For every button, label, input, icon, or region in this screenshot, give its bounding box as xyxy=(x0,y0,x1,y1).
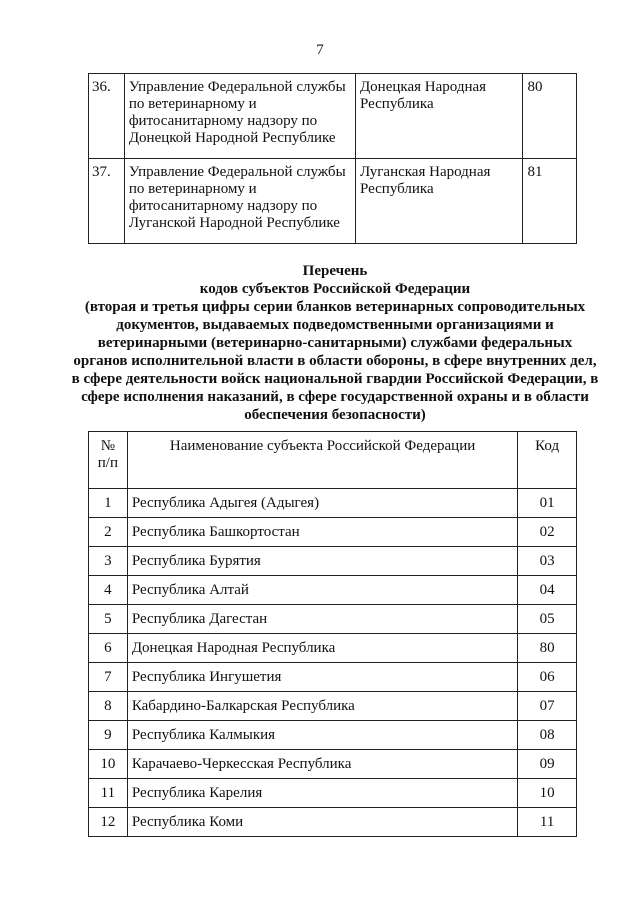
subject-code: 80 xyxy=(518,634,577,663)
row-number: 37. xyxy=(89,159,125,244)
row-number: 4 xyxy=(89,576,128,605)
subject-name: Республика Карелия xyxy=(127,779,517,808)
continuation-table xyxy=(88,73,577,244)
row-number: 6 xyxy=(89,634,128,663)
table-header-row xyxy=(89,432,577,489)
subject-name: Донецкая Народная Республика xyxy=(127,634,517,663)
table-row xyxy=(89,489,577,518)
subject-name: Республика Бурятия xyxy=(127,547,517,576)
organization-name: Управление Федеральной службы по ветеринарному и фитосанитарному надзору по Донецкой Народной Республике xyxy=(124,74,355,159)
subject-name: Кабардино-Балкарская Республика xyxy=(127,692,517,721)
subject-name: Республика Ингушетия xyxy=(127,663,517,692)
row-number: 36. xyxy=(89,74,125,159)
table-row xyxy=(89,634,577,663)
organization-name: Управление Федеральной службы по ветеринарному и фитосанитарному надзору по Луганской Народной Республике xyxy=(124,159,355,244)
row-number: 3 xyxy=(89,547,128,576)
subject-code: 08 xyxy=(518,721,577,750)
table-row xyxy=(89,750,577,779)
subject-code: 03 xyxy=(518,547,577,576)
row-number: 7 xyxy=(89,663,128,692)
row-number: 8 xyxy=(89,692,128,721)
column-header-code: Код xyxy=(518,432,577,489)
section-heading xyxy=(70,262,600,424)
row-number: 10 xyxy=(89,750,128,779)
subject-code: 09 xyxy=(518,750,577,779)
subject-name: Республика Дагестан xyxy=(127,605,517,634)
subject-code: 01 xyxy=(518,489,577,518)
subjects-codes-table xyxy=(88,431,577,837)
column-header-name: Наименование субъекта Российской Федерации xyxy=(127,432,517,489)
row-number: 12 xyxy=(89,808,128,837)
subject-code: 06 xyxy=(518,663,577,692)
subject-name: Республика Адыгея (Адыгея) xyxy=(127,489,517,518)
heading-description: (вторая и третья цифры серии бланков ветеринарных сопроводительных документов, выдаваемых подведомственными организациями и ветеринарными (ветеринарно-санитарными) службами федеральных органов исполнительной власти в области обороны, в сфере внутренних дел, в сфере деятельности войск национальной гвардии Российской Федерации, в сфере исполнения наказаний, в сфере государственной охраны и в области обеспечения безопасности) xyxy=(71,299,599,423)
region-code: 80 xyxy=(523,74,577,159)
subject-name: Республика Башкортостан xyxy=(127,518,517,547)
table-row xyxy=(89,159,577,244)
table-row xyxy=(89,605,577,634)
row-number: 9 xyxy=(89,721,128,750)
column-header-number: № п/п xyxy=(89,432,128,489)
row-number: 2 xyxy=(89,518,128,547)
heading-subtitle: кодов субъектов Российской Федерации xyxy=(199,281,471,297)
table-row xyxy=(89,518,577,547)
table-row xyxy=(89,576,577,605)
subject-code: 05 xyxy=(518,605,577,634)
subject-code: 02 xyxy=(518,518,577,547)
row-number: 5 xyxy=(89,605,128,634)
table-row xyxy=(89,721,577,750)
region-code: 81 xyxy=(523,159,577,244)
row-number: 11 xyxy=(89,779,128,808)
subject-code: 04 xyxy=(518,576,577,605)
subject-code: 11 xyxy=(518,808,577,837)
table-row xyxy=(89,663,577,692)
subject-name: Республика Коми xyxy=(127,808,517,837)
table-row xyxy=(89,74,577,159)
subject-code: 07 xyxy=(518,692,577,721)
table-row xyxy=(89,808,577,837)
heading-title: Перечень xyxy=(302,263,368,279)
region-name: Луганская Народная Республика xyxy=(355,159,523,244)
page-number: 7 xyxy=(316,42,324,58)
subject-name: Республика Калмыкия xyxy=(127,721,517,750)
subject-name: Республика Алтай xyxy=(127,576,517,605)
region-name: Донецкая Народная Республика xyxy=(355,74,523,159)
table-row xyxy=(89,692,577,721)
subject-code: 10 xyxy=(518,779,577,808)
subject-name: Карачаево-Черкесская Республика xyxy=(127,750,517,779)
table-row xyxy=(89,779,577,808)
table-row xyxy=(89,547,577,576)
row-number: 1 xyxy=(89,489,128,518)
